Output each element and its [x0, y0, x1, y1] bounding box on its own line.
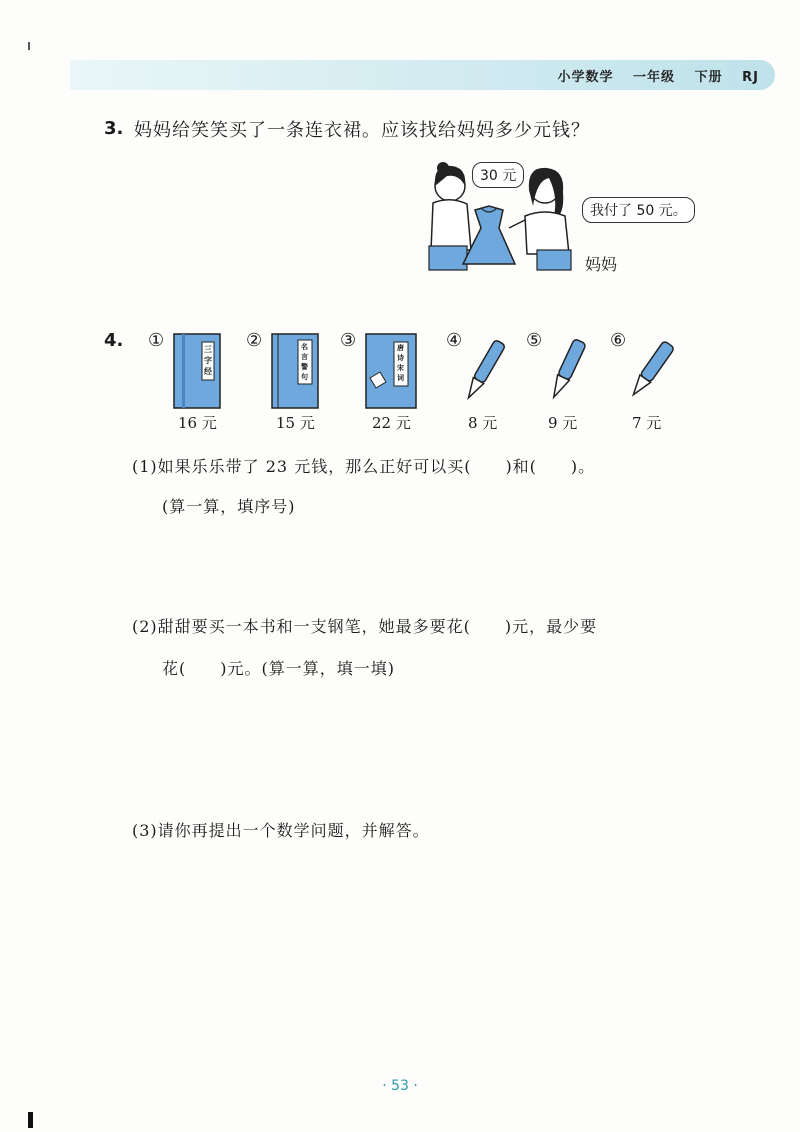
header-edition: RJ: [742, 70, 759, 85]
header-band: [70, 60, 775, 90]
header-grade: 一年级: [633, 70, 676, 85]
item-2-title: 名言警句: [301, 342, 308, 381]
page-corner-mark: [28, 1112, 33, 1128]
item-4-mark: ④: [446, 330, 463, 351]
header-text: [544, 66, 760, 85]
paid-speech-bubble: 我付了 50 元。: [582, 197, 695, 223]
item-1-mark: ①: [148, 330, 165, 351]
q4-sub3: (3)请你再提出一个数学问题，并解答。: [132, 821, 430, 840]
book-icon: [270, 332, 322, 410]
fountain-pen-icon: [542, 336, 590, 406]
book-icon: [364, 332, 420, 410]
item-3-price: 22 元: [372, 414, 411, 432]
book-icon: [172, 332, 224, 410]
price-speech-bubble: 30 元: [472, 162, 524, 188]
item-6-price: 7 元: [632, 414, 662, 432]
fountain-pen-icon: [624, 336, 676, 406]
header-subject: 小学数学: [557, 70, 614, 85]
item-5-price: 9 元: [548, 414, 578, 432]
item-6-mark: ⑥: [610, 330, 627, 351]
item-1-price: 16 元: [178, 414, 217, 432]
item-2-price: 15 元: [276, 414, 315, 432]
item-5-mark: ⑤: [526, 330, 543, 351]
item-3-mark: ③: [340, 330, 357, 351]
q4-sub2-line2: 花( )元。(算一算，填一填): [162, 659, 395, 678]
item-4-price: 8 元: [468, 414, 498, 432]
q4-number: 4.: [104, 330, 124, 351]
q3-number: 3.: [104, 118, 124, 139]
item-3-title: 唐诗宋词: [397, 343, 404, 382]
header-volume: 下册: [694, 70, 723, 85]
mama-label: 妈妈: [585, 255, 618, 274]
q4-sub1-line2: (算一算，填序号): [162, 497, 296, 516]
q3-text: 妈妈给笑笑买了一条连衣裙。应该找给妈妈多少元钱？: [134, 120, 590, 141]
page-mark: [28, 42, 30, 50]
q4-sub2-line1: (2)甜甜要买一本书和一支钢笔，她最多要花( )元，最少要: [132, 617, 598, 636]
q4-sub1-line1: (1)如果乐乐带了 23 元钱，那么正好可以买( )和( )。: [132, 457, 596, 476]
page-number: · 53 ·: [382, 1078, 418, 1094]
item-1-title: 三字经: [204, 344, 212, 376]
item-2-mark: ②: [246, 330, 263, 351]
fountain-pen-icon: [460, 336, 508, 406]
